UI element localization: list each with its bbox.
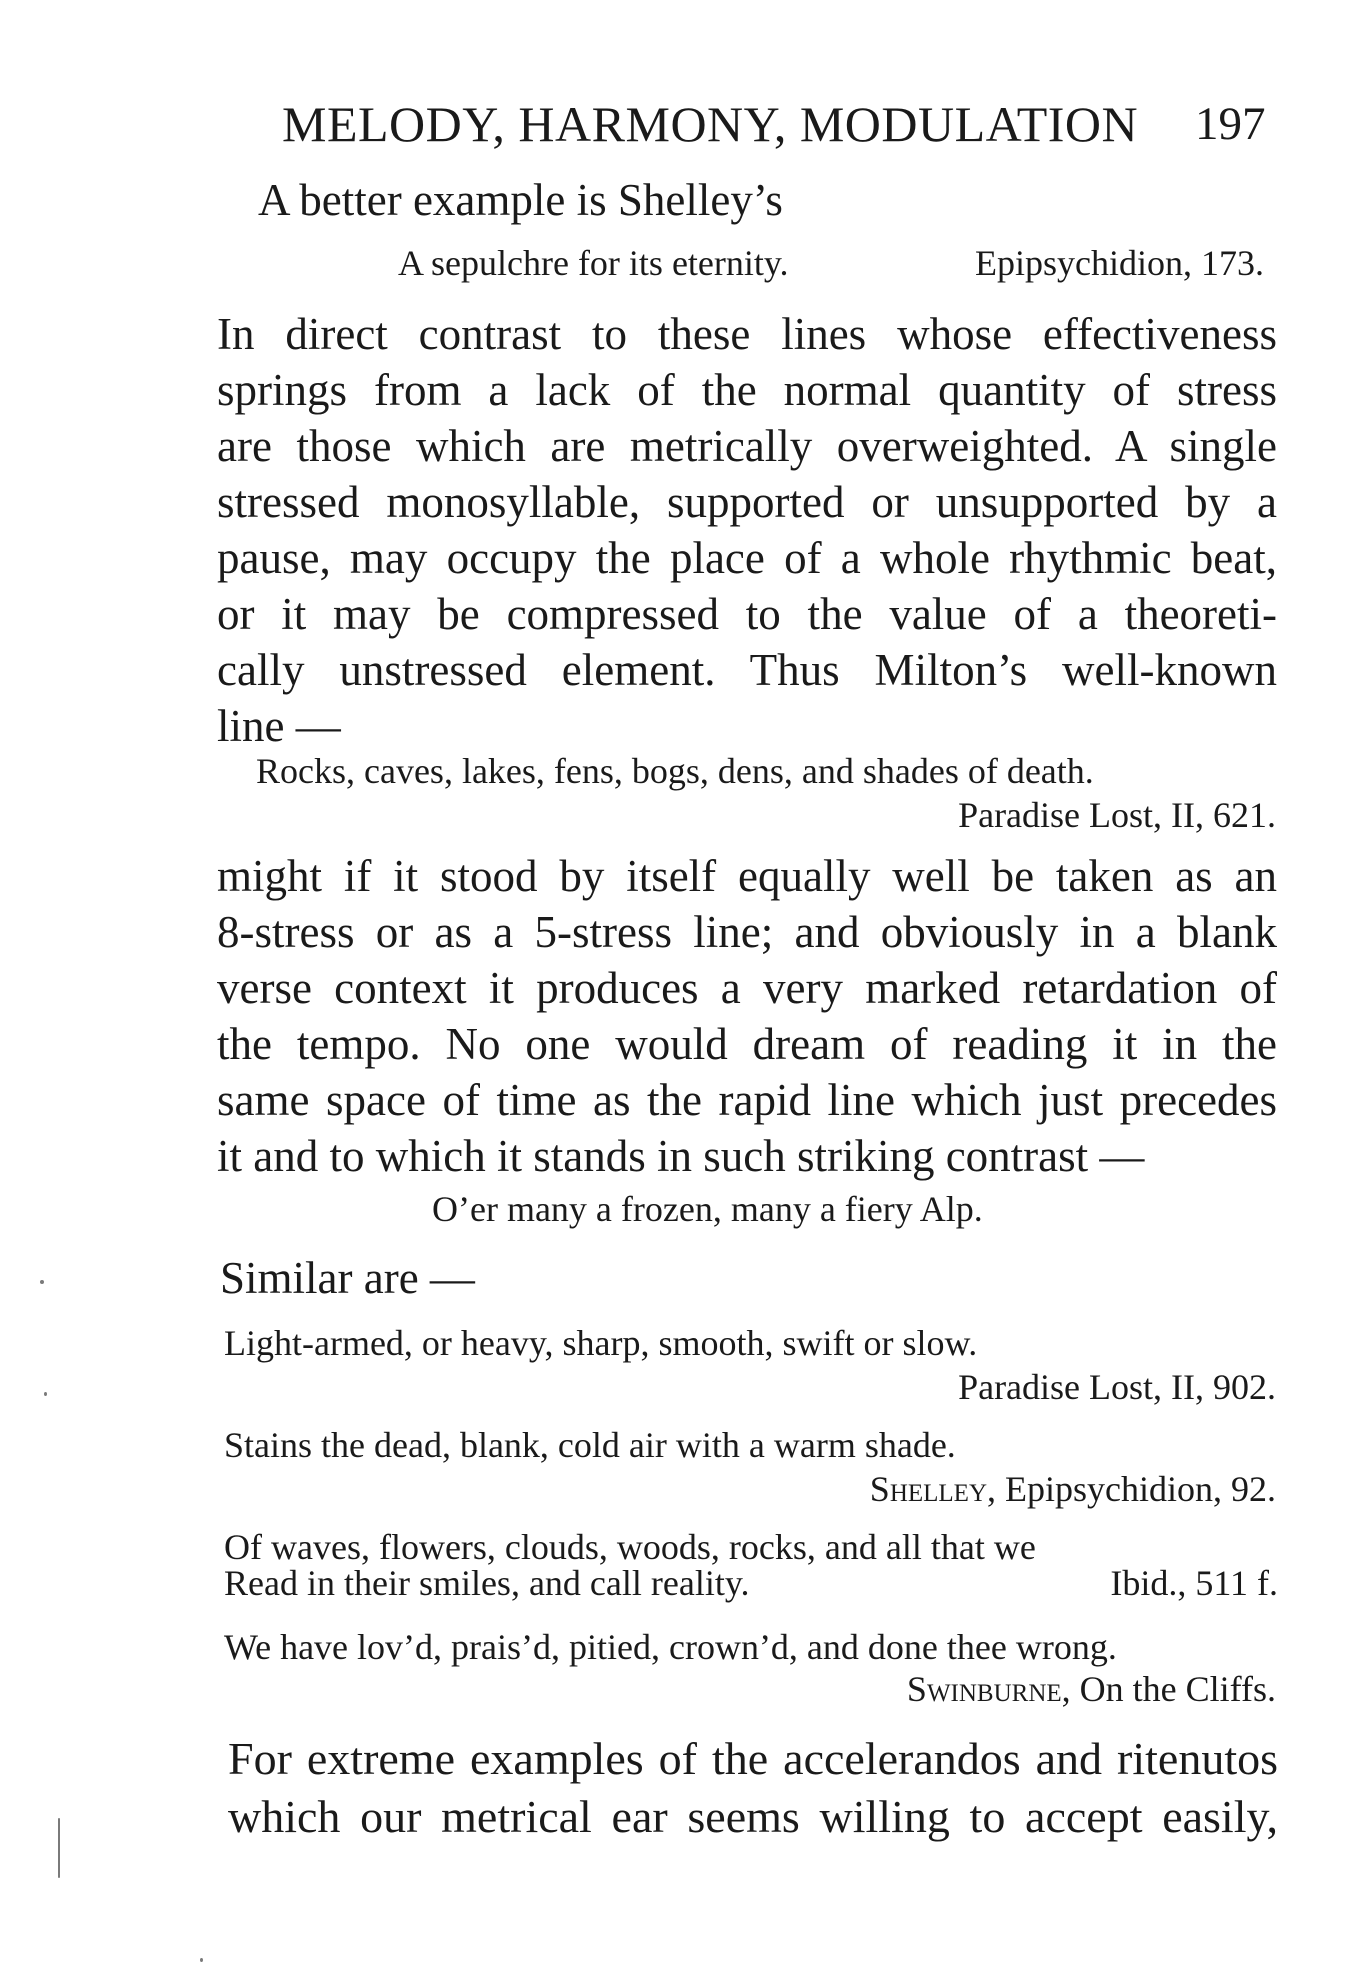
- paragraph-line: it and to which it stands in such striking contrast —: [217, 1131, 1145, 1181]
- quote-line: Stains the dead, blank, cold air with a warm shade.: [224, 1425, 956, 1465]
- paragraph-line: might if it stood by itself equally well be taken as an: [217, 851, 1277, 901]
- citation-work: , On the Cliffs.: [1061, 1669, 1276, 1709]
- paragraph-line: which our metrical ear seems willing to accept easily,: [228, 1791, 1278, 1842]
- quote-citation: [907, 1668, 1276, 1710]
- quote-line: Of waves, flowers, clouds, woods, rocks, and all that we: [224, 1527, 1036, 1567]
- scan-artifact: [44, 1392, 47, 1396]
- paragraph-line: springs from a lack of the normal quantity of stress: [217, 365, 1277, 415]
- quote-citation: Epipsychidion, 173.: [975, 243, 1264, 283]
- citation-work: , Epipsychidion, 92.: [987, 1469, 1276, 1509]
- quote-line: We have lov’d, prais’d, pitied, crown’d, and done thee wrong.: [224, 1627, 1117, 1667]
- scan-artifact: [200, 1958, 203, 1962]
- paragraph-line: the tempo. No one would dream of reading it in the: [217, 1019, 1277, 1069]
- intro-line: A better example is Shelley’s: [258, 175, 783, 225]
- paragraph-line: same space of time as the rapid line which just precedes: [217, 1075, 1277, 1125]
- quote-citation: [870, 1468, 1276, 1510]
- running-title: MELODY, HARMONY, MODULATION: [282, 96, 1139, 152]
- paragraph-line: line —: [217, 701, 341, 751]
- paragraph-line: In direct contrast to these lines whose effectiveness: [217, 309, 1277, 359]
- similar-line: Similar are —: [220, 1253, 475, 1303]
- paragraph-line: stressed monosyllable, supported or unsupported by a: [217, 477, 1277, 527]
- quote-line: Light-armed, or heavy, sharp, smooth, swift or slow.: [224, 1323, 978, 1363]
- paragraph-line: are those which are metrically overweighted. A single: [217, 421, 1277, 471]
- citation-author: Shelley: [869, 1469, 988, 1509]
- scan-artifact: [40, 1280, 44, 1284]
- paragraph-line: verse context it produces a very marked retardation of: [217, 963, 1277, 1013]
- paragraph-line: cally unstressed element. Thus Milton’s well-known: [217, 645, 1277, 695]
- paragraph-line: For extreme examples of the accelerandos and ritenutos: [228, 1733, 1278, 1784]
- paragraph-line: pause, may occupy the place of a whole rhythmic beat,: [217, 533, 1277, 583]
- paragraph-3: [228, 1730, 1278, 1846]
- paragraph-1: [217, 306, 1277, 754]
- paragraph-line: or it may be compressed to the value of a theoreti-: [217, 589, 1277, 639]
- citation-author: Swinburne: [906, 1669, 1062, 1709]
- quote-citation: Ibid., 511 f.: [1110, 1563, 1278, 1603]
- paragraph-line: 8-stress or as a 5-stress line; and obviously in a blank: [217, 907, 1277, 957]
- quote-line: O’er many a frozen, many a fiery Alp.: [432, 1189, 983, 1229]
- scan-artifact: [58, 1818, 60, 1878]
- quote-line: Read in their smiles, and call reality.: [224, 1563, 750, 1603]
- quote-line: Rocks, caves, lakes, fens, bogs, dens, and shades of death.: [256, 751, 1094, 791]
- quote-citation: Paradise Lost, II, 902.: [958, 1367, 1276, 1407]
- page-number: 197: [1195, 98, 1266, 150]
- paragraph-2: [217, 848, 1277, 1184]
- quote-citation: Paradise Lost, II, 621.: [958, 795, 1276, 835]
- quote-line: A sepulchre for its eternity.: [398, 243, 789, 283]
